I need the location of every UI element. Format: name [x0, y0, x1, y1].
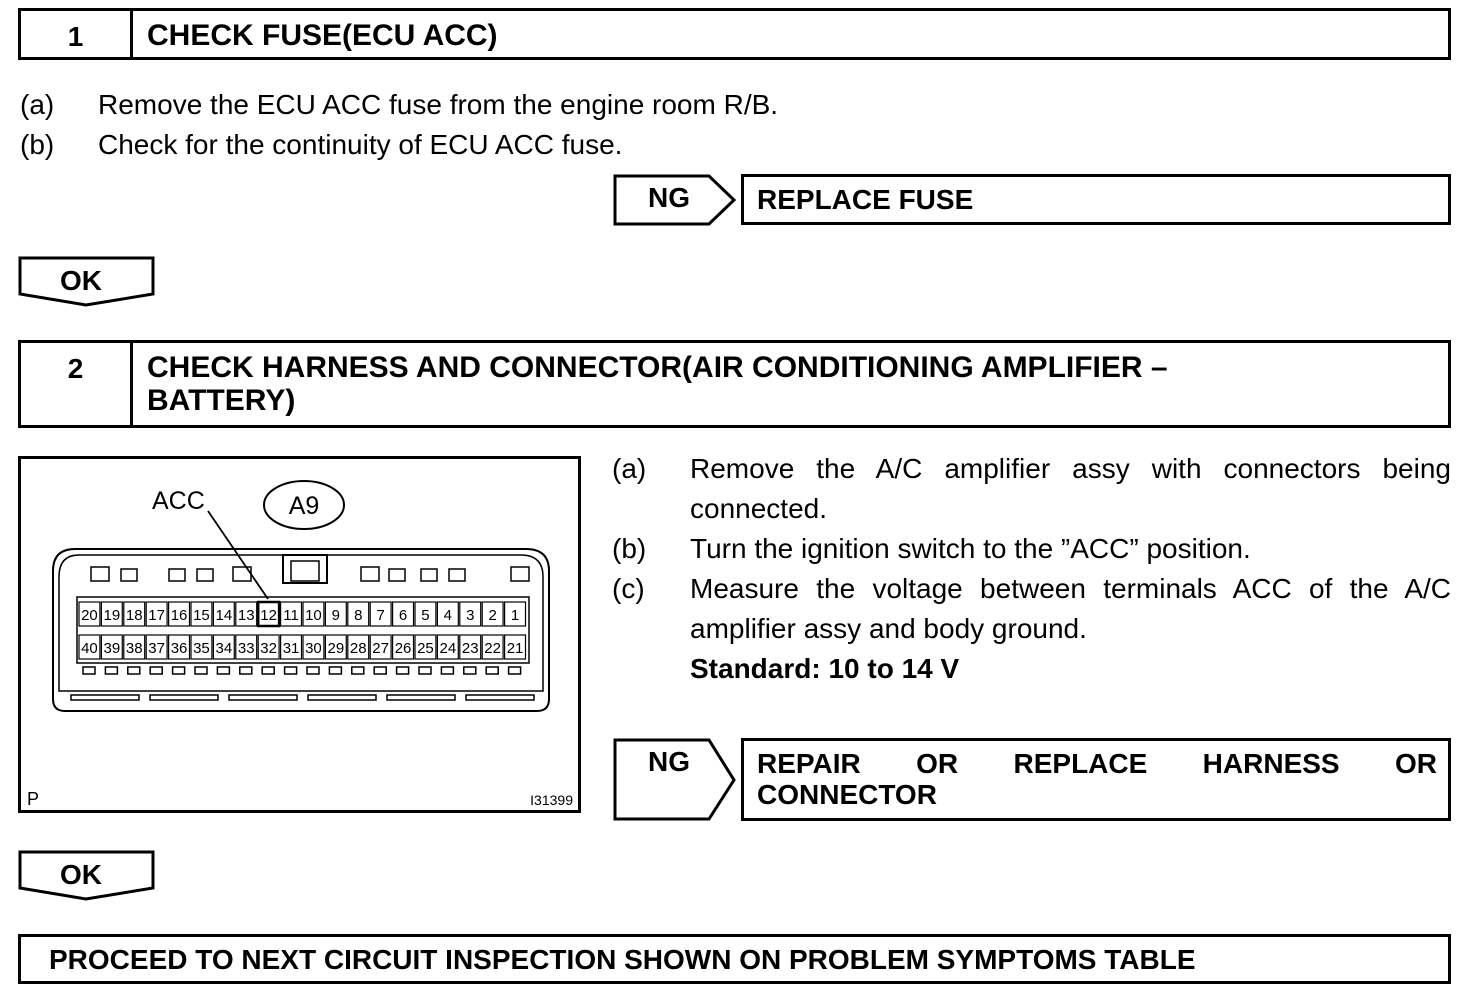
connector-tooth [441, 667, 453, 674]
connector-tooth [419, 667, 431, 674]
bottom-pin-label-31: 31 [282, 640, 300, 657]
bottom-pin-label-33: 33 [237, 640, 255, 657]
step-1-instruction-a-label: (a) [20, 89, 55, 120]
step-1-ng-action-box [741, 174, 1451, 225]
top-pin-label-9: 9 [331, 607, 341, 624]
connector-tooth [509, 667, 521, 674]
connector-notch [511, 567, 529, 581]
final-instruction-box [18, 934, 1451, 984]
bottom-pin-label-39: 39 [103, 640, 121, 657]
connector-tooth [195, 667, 207, 674]
step-2-instruction-a-line-1: Remove the A/C amplifier assy with connectors being [690, 453, 1451, 484]
connector-tooth [83, 667, 95, 674]
top-pin-label-1: 1 [510, 607, 520, 624]
step-2-instruction-c-line-2: amplifier assy and body ground. [690, 613, 1087, 644]
connector-tooth [486, 667, 498, 674]
step-1-number: 1 [21, 11, 133, 57]
connector-slot [229, 695, 297, 700]
top-pin-label-14: 14 [215, 607, 233, 624]
step-2-ng-label: NG [648, 746, 690, 777]
top-pin-label-12: 12 [260, 607, 277, 624]
step-2-header [18, 340, 1451, 428]
step-2-ng-action-line-2: CONNECTOR [757, 779, 937, 810]
bottom-pin-label-35: 35 [193, 640, 210, 657]
connector-tooth [352, 667, 364, 674]
bottom-pin-label-30: 30 [305, 640, 322, 657]
connector-slot [71, 695, 139, 700]
step-2-ng-action-line-1: REPAIR OR REPLACE HARNESS OR [757, 748, 1437, 779]
connector-notch [421, 569, 437, 581]
step-2-instruction-b-line-1: Turn the ignition switch to the ”ACC” position. [690, 533, 1251, 564]
step-1-title: CHECK FUSE(ECU ACC) [147, 19, 498, 52]
bottom-pin-label-34: 34 [215, 640, 233, 657]
bottom-pin-label-26: 26 [394, 640, 412, 657]
bottom-pin-label-29: 29 [327, 640, 345, 657]
bottom-pin-label-25: 25 [417, 640, 434, 657]
step-2-number: 2 [21, 343, 133, 425]
connector-tooth [128, 667, 140, 674]
top-pin-label-2: 2 [488, 607, 497, 624]
top-pin-label-16: 16 [170, 607, 188, 624]
connector-notch [121, 569, 137, 581]
connector-notch [361, 567, 379, 581]
connector-tooth [217, 667, 229, 674]
connector-tooth [150, 667, 162, 674]
step-2-standard: Standard: 10 to 14 V [690, 653, 960, 684]
step-2-instruction-b-label: (b) [612, 533, 647, 564]
top-pin-label-15: 15 [193, 607, 210, 624]
top-pin-label-7: 7 [376, 607, 385, 624]
step-1-instruction-b-label: (b) [20, 129, 55, 160]
connector-diagram-drawing [21, 459, 578, 810]
connector-notch [389, 569, 405, 581]
step-2-title-line-2: BATTERY) [147, 384, 296, 417]
step-2-title-line-1: CHECK HARNESS AND CONNECTOR(AIR CONDITIONING AMPLIFIER – [147, 351, 1168, 384]
connector-diagram [18, 456, 581, 813]
connector-notch [197, 569, 213, 581]
top-pin-label-6: 6 [398, 607, 408, 624]
connector-notch [169, 569, 185, 581]
top-pin-label-13: 13 [237, 607, 255, 624]
final-instruction: PROCEED TO NEXT CIRCUIT INSPECTION SHOWN ON PROBLEM SYMPTOMS TABLE [49, 944, 1196, 975]
top-pin-label-11: 11 [283, 607, 299, 624]
bottom-pin-label-38: 38 [125, 640, 143, 657]
diagram-code: I31399 [530, 792, 573, 808]
connector-notch [449, 569, 465, 581]
bottom-pin-label-36: 36 [170, 640, 188, 657]
bottom-pin-label-23: 23 [461, 640, 479, 657]
diagram-corner-left: P [27, 789, 40, 809]
step-1-ng-label: NG [648, 182, 690, 213]
top-pin-label-3: 3 [466, 607, 475, 624]
step-2-instruction-c-line-1: Measure the voltage between terminals ACC of the A/C [690, 573, 1451, 604]
bottom-pin-label-24: 24 [439, 640, 457, 657]
connector-tooth [240, 667, 252, 674]
top-pin-label-4: 4 [443, 607, 453, 624]
top-pin-label-10: 10 [305, 607, 322, 624]
connector-tooth [397, 667, 409, 674]
bottom-pin-label-27: 27 [372, 640, 389, 657]
step-1-header [18, 8, 1451, 60]
bottom-pin-label-32: 32 [260, 640, 277, 657]
top-pin-label-20: 20 [81, 607, 98, 624]
top-pin-label-5: 5 [421, 607, 430, 624]
step-1-ok-label: OK [60, 265, 102, 296]
step-2-instruction-a-label: (a) [612, 453, 647, 484]
top-pin-label-17: 17 [148, 607, 165, 624]
step-2-instruction-a-line-2: connected. [690, 493, 827, 524]
connector-tooth [374, 667, 386, 674]
bottom-pin-label-22: 22 [484, 640, 501, 657]
bottom-pin-label-37: 37 [148, 640, 165, 657]
connector-tooth [262, 667, 274, 674]
step-1-ng-action: REPLACE FUSE [757, 184, 974, 215]
connector-tooth [329, 667, 341, 674]
connector-tooth [105, 667, 117, 674]
connector-notch [91, 567, 109, 581]
connector-tooth [285, 667, 297, 674]
bottom-pin-label-40: 40 [81, 640, 98, 657]
step-1-instruction-a: Remove the ECU ACC fuse from the engine room R/B. [98, 89, 779, 120]
connector-slot [466, 695, 534, 700]
step-2-ok-label: OK [60, 859, 102, 890]
bottom-pin-label-28: 28 [349, 640, 367, 657]
connector-id-label: A9 [288, 492, 320, 520]
connector-slot [308, 695, 376, 700]
connector-slot [387, 695, 455, 700]
connector-slot [150, 695, 218, 700]
step-2-ng-action-box [741, 738, 1451, 821]
connector-tooth [173, 667, 185, 674]
top-pin-label-19: 19 [103, 607, 121, 624]
step-2-instruction-c-label: (c) [612, 573, 645, 604]
connector-tooth [464, 667, 476, 674]
top-pin-label-8: 8 [354, 607, 363, 624]
connector-tooth [307, 667, 319, 674]
top-pin-label-18: 18 [125, 607, 143, 624]
step-1-instruction-b: Check for the continuity of ECU ACC fuse. [98, 129, 623, 160]
pin-acc-label: ACC [152, 487, 205, 515]
bottom-pin-label-21: 21 [506, 640, 524, 657]
